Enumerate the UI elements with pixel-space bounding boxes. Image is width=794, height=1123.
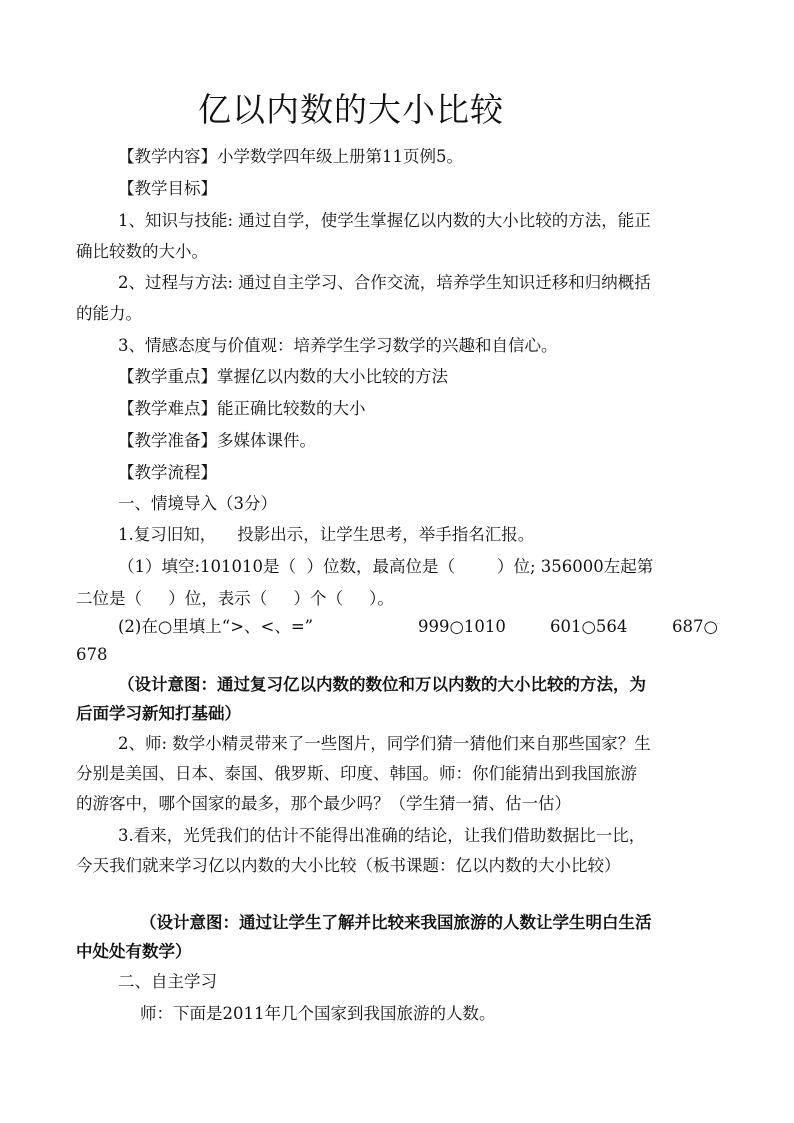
teaching-content-row [118,146,463,168]
teaching-content-label: 【教学内容】 [118,147,217,166]
fill-blank-line-2: 二位是（ ）位，表示（ ）个（ ）。 [76,589,394,608]
key-point-text: 掌握亿以内数的大小比较的方法 [217,367,448,386]
compare-item-3-cont: 678 [76,645,108,664]
section-1-heading: 一、情境导入（3分） [118,494,277,513]
key-point-label: 【教学重点】 [118,367,217,386]
document-title: 亿以内数的大小比较 [198,90,504,129]
teacher-line-2: 分别是美国、日本、泰国、俄罗斯、印度、韩国。师：你们能猜出到我国旅游 [76,764,637,783]
last-line: 师：下面是2011年几个国家到我国旅游的人数。 [140,1004,496,1023]
compare-item-1: 999○1010 [418,617,506,636]
fill-blank-line-1: （1）填空:101010是（ ）位数，最高位是（ ）位; 356000左起第 [118,557,654,576]
difficulty-row [118,398,366,420]
teacher-line-3: 的游客中，哪个国家的最多，那个最少吗？（学生猜一猜、估一估） [76,794,571,813]
compare-item-3: 687○ [672,617,718,636]
teaching-process-label: 【教学流程】 [118,463,217,482]
preparation-label: 【教学准备】 [118,431,217,450]
review-line: 1.复习旧知， 投影出示，让学生思考，举手指名汇报。 [118,525,535,544]
teacher-line-1: 2、师: 数学小精灵带来了一些图片，同学们猜一猜他们来自那些国家？生 [118,734,651,753]
teaching-objectives-label: 【教学目标】 [118,179,217,198]
design-intent-2-line-2: 中处处有数学） [76,942,192,961]
design-intent-2-line-1: （设计意图：通过让学生了解并比较来我国旅游的人数让学生明白生活 [140,913,652,932]
teaching-content-text: 小学数学四年级上册第11页例5。 [217,147,463,166]
objective-3: 3、情感态度与价值观：培养学生学习数学的兴趣和自信心。 [118,336,558,355]
difficulty-label: 【教学难点】 [118,399,217,418]
objective-2-line-1: 2、过程与方法: 通过自主学习、合作交流，培养学生知识迁移和归纳概括 [118,273,651,292]
objective-1-line-2: 确比较数的大小。 [76,242,208,261]
preparation-text: 多媒体课件。 [217,431,316,450]
difficulty-text: 能正确比较数的大小 [217,399,366,418]
objective-2-line-2: 的能力。 [76,304,142,323]
preparation-row [118,430,316,452]
paragraph-3-line-2: 今天我们就来学习亿以内数的大小比较（板书课题：亿以内数的大小比较） [76,856,621,875]
design-intent-1-line-1: （设计意图：通过复习亿以内数的数位和万以内数的大小比较的方法，为 [118,675,646,694]
paragraph-3-line-1: 3.看来，光凭我们的估计不能得出准确的结论，让我们借助数据比一比， [118,826,646,845]
key-point-row [118,366,448,388]
circle-prompt: (2)在○里填上“>、<、=” [118,617,314,636]
objective-1-line-1: 1、知识与技能: 通过自学，使学生掌握亿以内数的大小比较的方法，能正 [118,211,651,230]
design-intent-1-line-2: 后面学习新知打基础） [76,704,241,723]
section-2-heading: 二、自主学习 [118,972,217,991]
compare-item-2: 601○564 [550,617,628,636]
